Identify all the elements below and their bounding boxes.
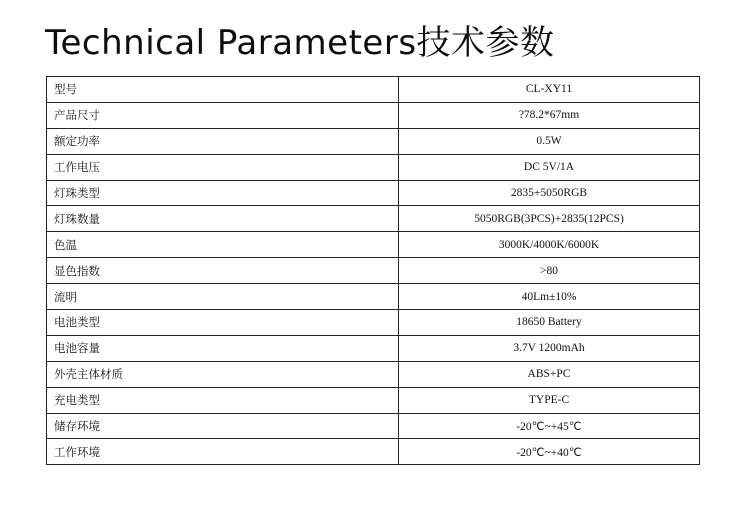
parameter-label: 额定功率 [47, 128, 399, 154]
parameter-value: 0.5W [399, 128, 700, 154]
parameter-value: 3000K/4000K/6000K [399, 232, 700, 258]
page-title: Technical Parameters技术参数 [45, 23, 555, 63]
parameter-value: CL-XY11 [399, 77, 700, 103]
parameter-label: 产品尺寸 [47, 102, 399, 128]
parameter-value: ?78.2*67mm [399, 102, 700, 128]
table-row [47, 206, 700, 232]
table-row [47, 284, 700, 310]
table-row [47, 361, 700, 387]
parameter-label: 工作环境 [47, 439, 399, 465]
parameter-value: 18650 Battery [399, 310, 700, 336]
parameter-label: 灯珠类型 [47, 180, 399, 206]
parameter-value: >80 [399, 258, 700, 284]
table-row [47, 413, 700, 439]
parameter-value: 2835+5050RGB [399, 180, 700, 206]
parameter-label: 电池容量 [47, 335, 399, 361]
table-row [47, 102, 700, 128]
parameter-label: 流明 [47, 284, 399, 310]
parameter-value: TYPE-C [399, 387, 700, 413]
parameter-label: 显色指数 [47, 258, 399, 284]
parameter-label: 色温 [47, 232, 399, 258]
table-row [47, 128, 700, 154]
table-row [47, 258, 700, 284]
parameter-value: 5050RGB(3PCS)+2835(12PCS) [399, 206, 700, 232]
parameter-value: ABS+PC [399, 361, 700, 387]
parameter-label: 充电类型 [47, 387, 399, 413]
table-row [47, 335, 700, 361]
parameter-value: 40Lm±10% [399, 284, 700, 310]
parameter-label: 型号 [47, 77, 399, 103]
parameter-value: 3.7V 1200mAh [399, 335, 700, 361]
parameter-label: 灯珠数量 [47, 206, 399, 232]
parameters-table-body [47, 77, 700, 465]
parameter-label: 储存环境 [47, 413, 399, 439]
parameter-value: -20℃~+40℃ [399, 439, 700, 465]
table-row [47, 154, 700, 180]
table-row [47, 387, 700, 413]
table-row [47, 180, 700, 206]
table-row [47, 439, 700, 465]
parameter-label: 工作电压 [47, 154, 399, 180]
parameter-label: 外壳主体材质 [47, 361, 399, 387]
parameter-value: DC 5V/1A [399, 154, 700, 180]
table-row [47, 310, 700, 336]
table-row [47, 232, 700, 258]
parameter-value: -20℃~+45℃ [399, 413, 700, 439]
parameter-label: 电池类型 [47, 310, 399, 336]
parameters-table [46, 76, 700, 465]
table-row [47, 77, 700, 103]
